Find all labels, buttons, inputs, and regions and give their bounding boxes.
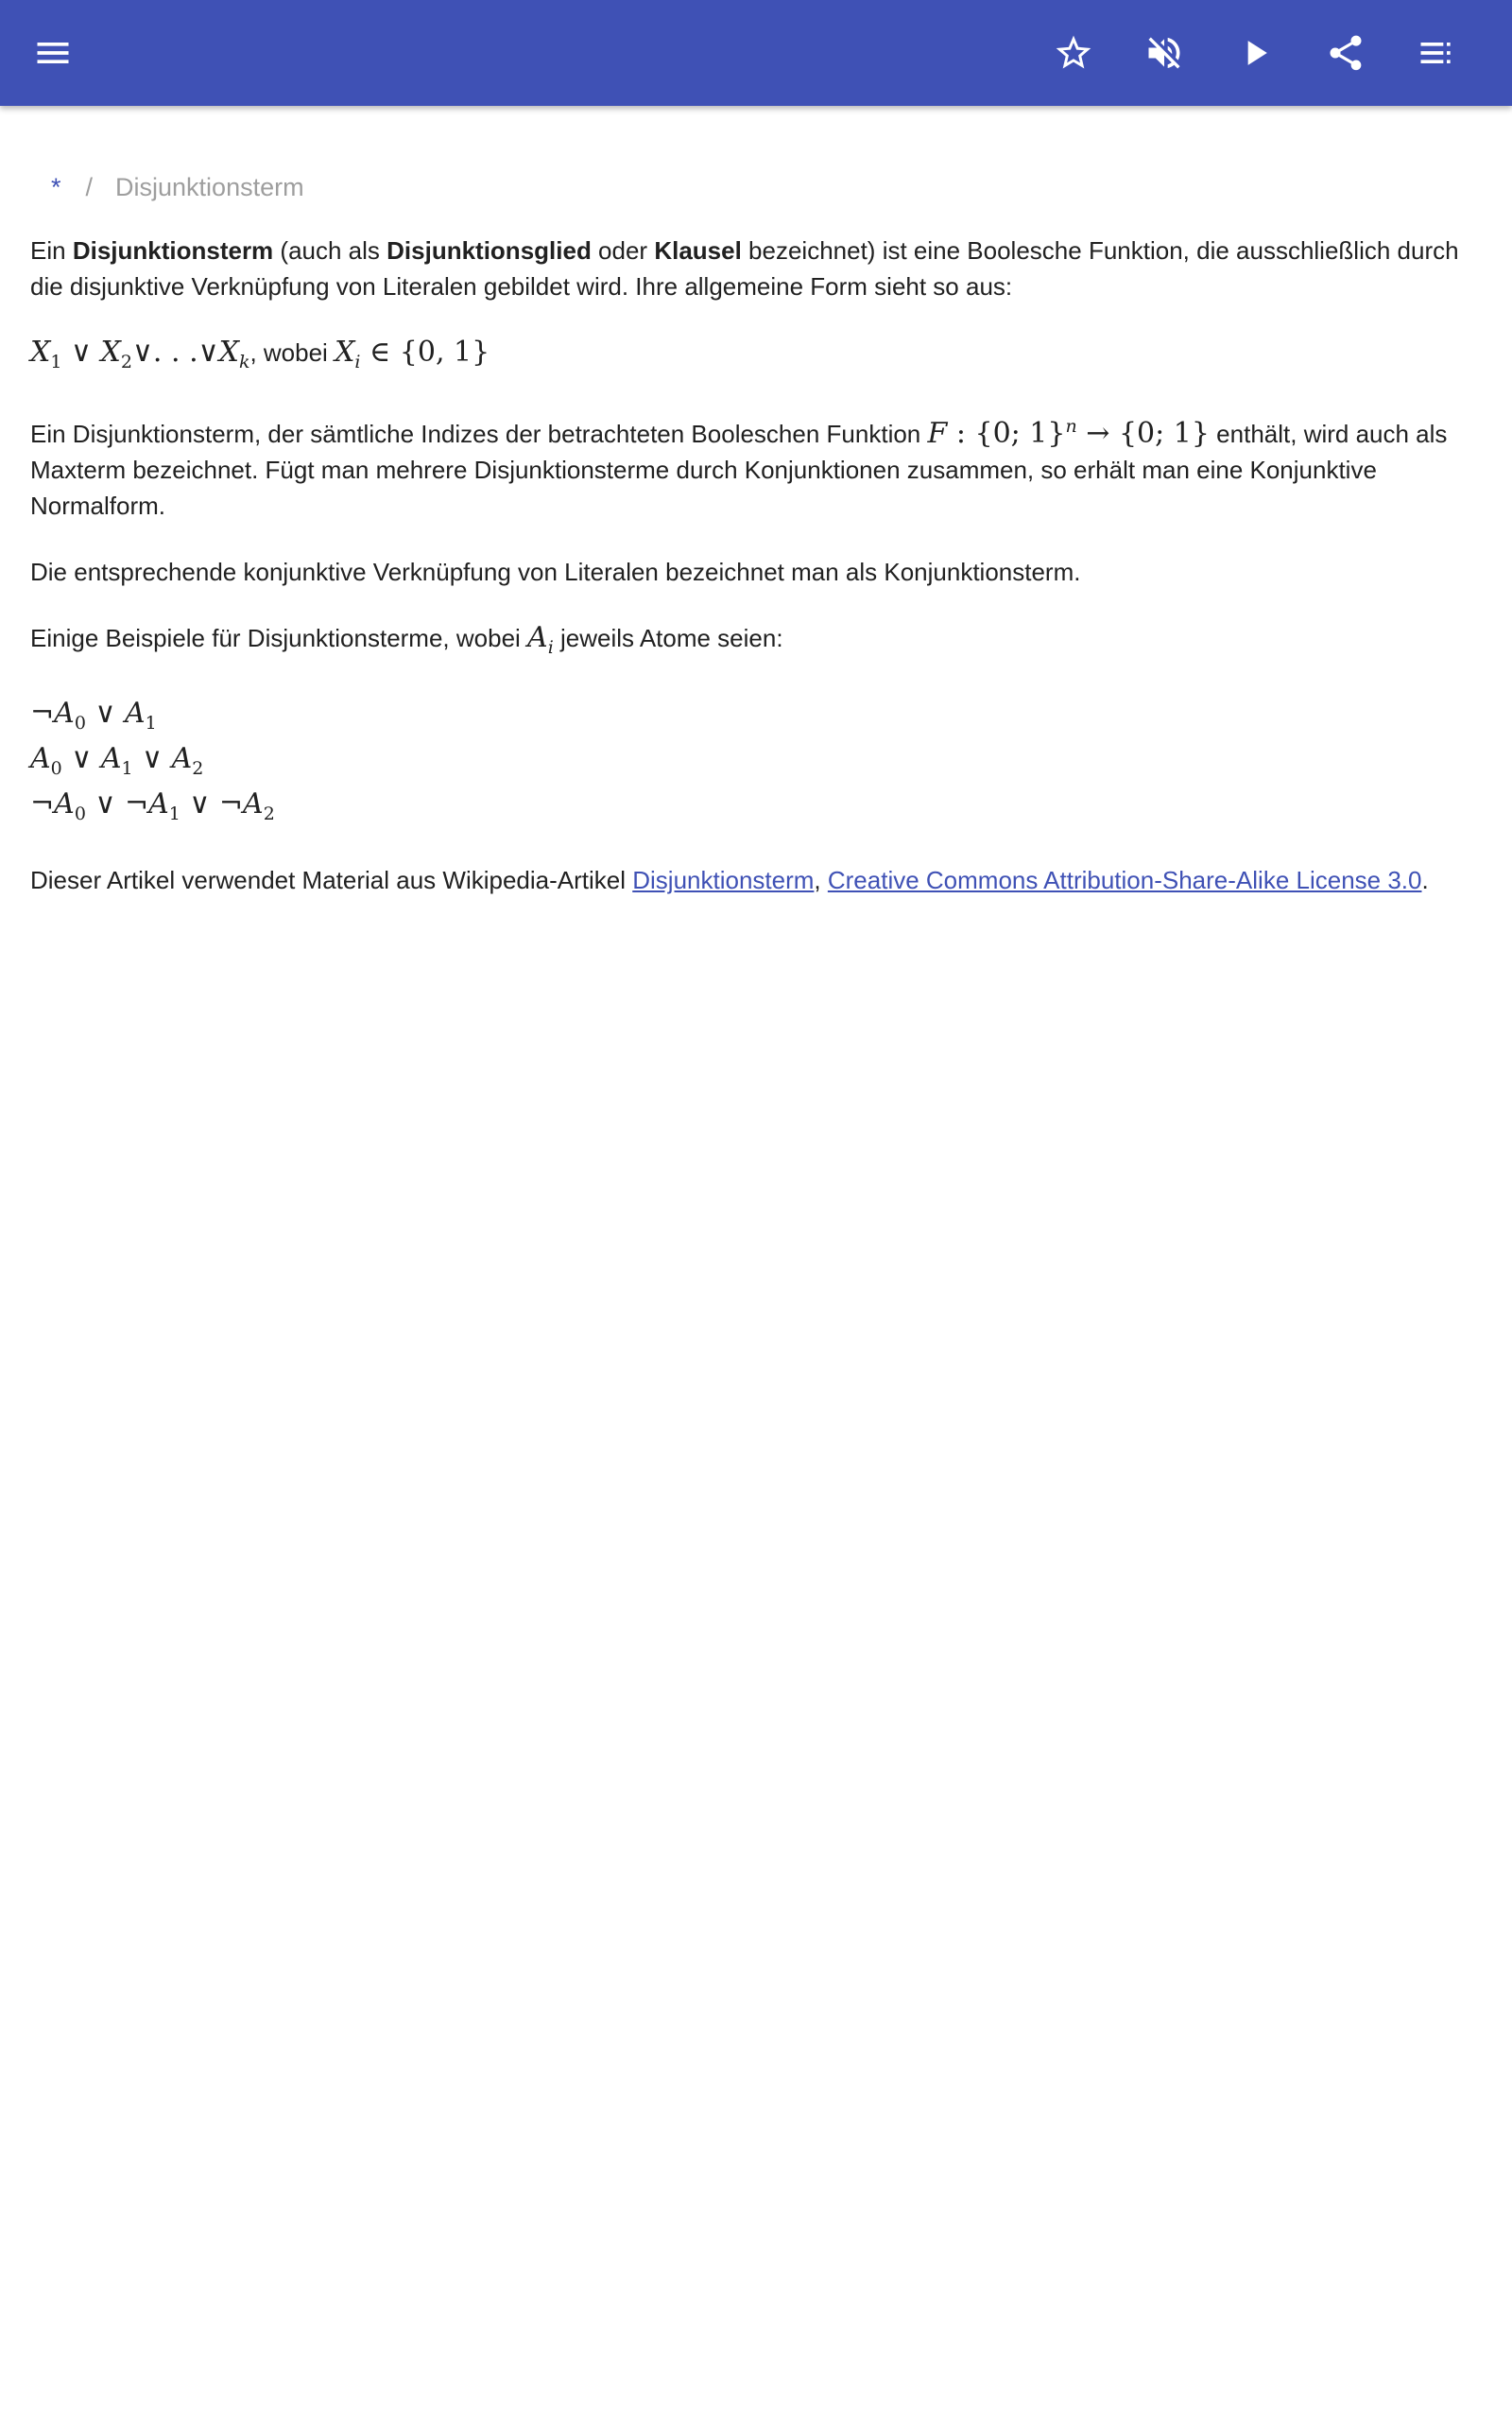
- example-formula: $\neg A_0$ ∨ $A_1$: [30, 697, 157, 734]
- play-button[interactable]: [1225, 23, 1285, 83]
- general-form-formula: $X_1$ ∨ $X_2\vee$. . $.\vee X_k$, wobei $X_i$ ∈ {0, 1}: [30, 336, 490, 372]
- mute-button[interactable]: [1134, 23, 1194, 83]
- license-link[interactable]: Creative Commons Attribution-Share-Alike License 3.0: [827, 866, 1422, 894]
- example-formula: $A_0$ ∨ $A_1$ ∨ $A_2$: [30, 742, 204, 779]
- intro-paragraph: Ein Disjunktionsterm (auch als Disjunktionsglied oder Klausel bezeichnet) ist eine Boolesche Funktion, die ausschließlich durch die disjunktive Verknüpfung von Literalen gebildet wird. Ihre allgemeine Form sieht so aus:: [30, 236, 1459, 301]
- examples-intro-paragraph: Einige Beispiele für Disjunktionsterme, wobei $A_i$ jeweils Atome seien:: [30, 621, 783, 658]
- menu-button[interactable]: [23, 23, 83, 83]
- example-formula: $\neg A_0$ ∨ $\neg A_1$ ∨ $\neg A_2$: [30, 787, 275, 824]
- play-icon: [1234, 32, 1276, 74]
- formula-disjunction: $X_1$ ∨ $X_2\vee$. . $.\vee X_k$: [30, 336, 250, 372]
- term-disjunktionsglied: Disjunktionsglied: [387, 236, 592, 265]
- wikipedia-article-link[interactable]: Disjunktionsterm: [632, 866, 815, 894]
- breadcrumb-root-link[interactable]: *: [51, 173, 61, 201]
- volume-off-icon: [1143, 32, 1185, 74]
- attribution-paragraph: Dieser Artikel verwendet Material aus Wikipedia-Artikel Disjunktionsterm, Creative Commons Attribution-Share-Alike License 3.0.: [30, 866, 1429, 894]
- term-disjunktionsterm: Disjunktionsterm: [72, 236, 274, 265]
- konjunktionsterm-paragraph: Die entsprechende konjunktive Verknüpfung von Literalen bezeichnet man als Konjunktionsterm.: [30, 558, 1081, 586]
- breadcrumb: [51, 161, 1482, 214]
- breadcrumb-separator: /: [85, 173, 94, 201]
- formula-function: F : {0; 1}$^n$ → {0; 1}: [927, 416, 1210, 450]
- playlist-icon: [1416, 32, 1457, 74]
- article-content: [30, 161, 1482, 928]
- star-outline-icon: [1053, 32, 1094, 74]
- share-icon: [1325, 32, 1366, 74]
- term-klausel: Klausel: [654, 236, 742, 265]
- playlist-button[interactable]: [1406, 23, 1467, 83]
- app-bar: [0, 0, 1512, 106]
- examples-list: [30, 696, 1482, 832]
- formula-atom: $A_i$: [527, 621, 554, 658]
- breadcrumb-current: Disjunktionsterm: [115, 173, 304, 201]
- share-button[interactable]: [1315, 23, 1376, 83]
- maxterm-paragraph: Ein Disjunktionsterm, der sämtliche Indizes der betrachteten Booleschen Funktion F : {0; 1}$^n$ → {0; 1} enthält, wird auch als Maxterm bezeichnet. Fügt man mehrere Disjunktionsterme durch Konjunktionen zusammen, so erhält man eine Konjunktive Normalform.: [30, 416, 1448, 520]
- menu-icon: [32, 32, 74, 74]
- formula-domain: $X_i$ ∈ {0, 1}: [335, 336, 490, 372]
- favorite-button[interactable]: [1043, 23, 1104, 83]
